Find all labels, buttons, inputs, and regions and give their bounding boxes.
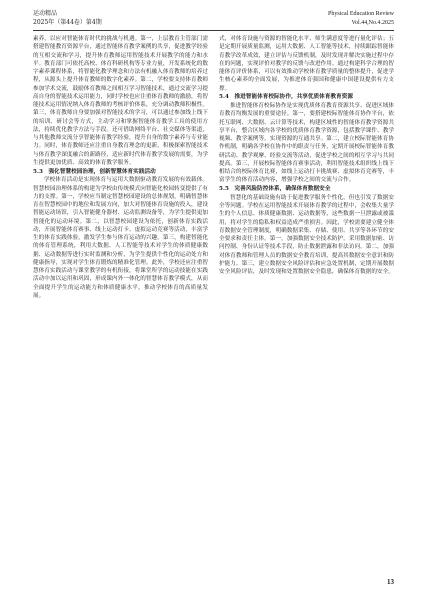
issue-info-en: Vol.44,No.4.2025 — [351, 20, 394, 26]
body-paragraph: 学校体育活动是实现体育与运用大数据驱动教育发展的有效载体。智慧校园治理体系的构建为学校由传统模式向智能化校园转变提供了有力的支撑。第一，学校应当制定智慧校园建设的总体规划，明确智慧体育在智慧校园中的地位和发展方向，加大对智能体育设施的投入，建设智能运动场馆，引入智能健身器材、运动监测设备等，为学生提供更加智能化的运动环境。第二，以智慧校园建设为依托，创新体育实践活动，开展智能体育赛事、线上运动打卡、虚拟运动竞赛等活动，丰富学生的体育实践体验，激发学生参与体育运动的兴趣。第三，构建智能化的体育管理系统，利用大数据、人工智能等技术对学生的体质健康数据、运动数据等进行实时监测和分析，为学生提供个性化的运动处方和健康指导，实现对学生体育锻炼的精准化管理。此外，学校还应注重智慧体育实践活动与课堂教学的有机衔接，将课堂所学的运动技能在实践活动中加以运用和巩固，形成课内外一体化的智慧体育教学模式，从而全面提升学生的运动能力和体质健康水平，推动学校体育的高质量发展。 — [33, 177, 208, 299]
section-heading: 5.3 强化智慧校园治理，创新智慧体育实践活动 — [33, 168, 156, 175]
body-paragraph: 式，对体育设施与资源的智能化水平、师生满意度等进行量化评估；五是定期开展质量监测，运用大数据、人工智能等技术，持续跟踪智能体育教学改革成效，建立评估与反馈机制，及时发现并解决实施过程中存在的问题，实现评价对教学的反馈与改进作用。通过构建科学合理的智能体育评价体系，可以有效推动学校体育教学质量的整体提升，促进学生核心素养的全面发展，为推进体育强国和健康中国建设提供有力支撑。 — [219, 36, 394, 92]
body-paragraph: 推进智能体育校际协作是实现优质体育教育资源共享、促进区域体育教育均衡发展的重要途径。第一，要搭建校际智能体育协作平台，依托互联网、大数据、云计算等技术，构建区域性的智能体育教学资源共享平台，整合区域内各学校的优质体育教学资源，包括教学课件、教学视频、教学案例等，实现资源的互通共享。第二，建立校际智能体育协作机制，明确各学校在协作中的职责与任务，定期开展校际智能体育教研活动、教学观摩、经验交流等活动，促进学校之间的相互学习与共同提高。第三，开展校际智能体育赛事活动，利用智能技术组织线上线下相结合的校际体育比赛，如线上运动打卡挑战赛、虚拟体育竞赛等，丰富学生的体育活动内容，增强学校之间的交流与合作。 — [219, 103, 394, 184]
body-paragraph: 智慧化的基础设施有助于促进教学服务个性化，但也引发了数据安全等问题。学校在运用智能技术开展体育教学的过程中，会收集大量学生的个人信息、体质健康数据、运动数据等，这些数据一旦泄露或被滥用，将对学生的隐私和权益造成严重损害。因此，学校需要建立健全体育数据安全管理制度，明确数据采集、存储、使用、共享等各环节的安全要求和责任主体。第一，加强数据安全技术防护，采用数据加密、访问控制、身份认证等技术手段，防止数据泄露和非法访问。第二，加强对体育教师和管理人员的数据安全教育培训，提高其数据安全意识和防护能力。第三，建立数据安全风险评估和应急处置机制，定期开展数据安全风险评估，及时发现和处置数据安全隐患，确保体育数据的安全。 — [219, 194, 394, 275]
section-heading: 5.4 推进智能体育校际协作，共享优质体育教育资源 — [219, 94, 354, 101]
page-header — [33, 8, 394, 30]
journal-title-cn: 运动精品 — [33, 10, 58, 17]
journal-title-en: Physical Education Review — [328, 11, 394, 17]
section-heading: 5.5 完善风险防控体系，确保体育数据安全 — [219, 186, 331, 192]
issue-info-cn: 2025年（第44卷）第4期 — [33, 19, 102, 26]
left-text-column — [33, 35, 208, 570]
body-paragraph: 素养，以应对智能体育时代的挑战与机遇。第一，上层教育主管部门需搭建智能教育资源平台，通过智能体育教学案例的共享，促进教学经验的互相交流和学习，提升体育教师运用智能技术开展教学的能力和水平。教育部门可依托高校、体育科研机构等专业力量，开发系统化的数字素养课程体系，将智能化教学理念和方法有机融入体育教师的培养过程，从源头上提升体育教师的数字化素养。第二，学校要支持体育教师参加学术交流，鼓励体育教师之间相互学习智能技术，通过交流学习提高自身的智能技术运用能力，同时学校也应注重体育教师的激励，将智能技术运用情况纳入体育教师的考核评价体系，充分调动教师积极性。第三，体育教师自身要加强对智能技术的学习，可以通过参加线上线下的培训、研讨会等方式，主动学习和掌握智能体育教学工具的使用方法，持续优化教学方法与手段。还可借助网络平台、社交媒体等渠道，与其他教师交流分享智能体育教学经验，提升自身的数字素养与专业能力。同时，体育教师还应注重自身教育理念的更新，积极探索智能技术与体育教学深度融合的新路径，适应新时代体育教学发展的需要，为学生提供更加优质、高效的体育教学服务。 — [33, 36, 208, 166]
right-text-column — [219, 35, 394, 570]
header-rule — [33, 30, 394, 31]
page-number: 13 — [387, 578, 394, 586]
